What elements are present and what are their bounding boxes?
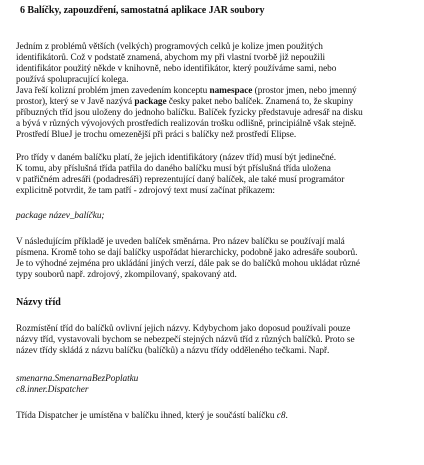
subheading-class-names: Názvy tříd bbox=[16, 297, 61, 308]
paragraph-3-line-3: Je to výhodné zejména pro ukládání jiných verzí, dále pak se do balíčků mohou ukládat různé bbox=[16, 259, 360, 269]
paragraph-1-line-9: Prostředí BlueJ je trochu omezenější při práci s balíčky než prostředí Elipse. bbox=[16, 130, 297, 140]
text-run: Java řeší kolizní problém jmen zavedením konceptu bbox=[16, 86, 210, 96]
paragraph-1-line-5 bbox=[16, 86, 357, 97]
inline-code-c8: c8 bbox=[276, 411, 286, 421]
paragraph-5 bbox=[16, 411, 288, 422]
paragraph-1-line-7: příbuzných tříd jsou uloženy do jednoho balíčku. Balíček fyzicky představuje adresář na disku bbox=[16, 108, 363, 118]
paragraph-1-line-1: Jedním z problémů větších (velkých) programových celků je kolize jmen použitých bbox=[16, 42, 323, 52]
section-title: 6 Balíčky, zapouzdření, samostatná aplikace JAR soubory bbox=[20, 5, 265, 16]
paragraph-3-line-1: V následujícím příkladě je uveden balíček směnárna. Pro název balíčku se používají malá bbox=[16, 237, 345, 247]
paragraph-4-line-3: název třídy skládá z názvu balíčku (balíčků) a názvu třídy odděleného tečkami. Např. bbox=[16, 346, 330, 356]
code-example-2: c8.inner.Dispatcher bbox=[16, 385, 89, 395]
paragraph-2-line-1: Pro třídy v daném balíčku platí, že jejich identifikátory (název tříd) musí být jedinečné. bbox=[16, 153, 337, 163]
text-run: Třída Dispatcher je umístěna v balíčku ihned, který je součástí balíčku bbox=[16, 411, 277, 421]
paragraph-1-line-2: identifikátorů. Což v podstatě znamená, abychom my při vlastní tvorbě již nepoužili bbox=[16, 53, 326, 63]
paragraph-3-line-4: typy souborů např. zdrojový, zkompilovaný, spakovaný atd. bbox=[16, 270, 237, 280]
paragraph-1-line-6 bbox=[16, 97, 353, 108]
paragraph-2-line-3: v patřičném adresáři (podadresáři) reprezentující daný balíček, ale také musí programátor bbox=[16, 175, 345, 185]
paragraph-1-line-8: a bývá v různých vývojových prostředích realizován trošku odlišně, principiálně však stejně. bbox=[16, 119, 357, 129]
keyword-namespace: namespace bbox=[209, 86, 253, 96]
paragraph-1-line-3: identifikátor použitý někde v knihovně, nebo identifikátor, který používáme sami, nebo bbox=[16, 64, 337, 74]
text-run: prostor), který se v Javě nazývá bbox=[16, 97, 135, 107]
code-package-statement: package název_balíčku; bbox=[16, 211, 105, 221]
paragraph-2-line-4: explicitně potvrdit, že tam patří - zdrojový text musí začínat příkazem: bbox=[16, 186, 275, 196]
code-example-1: smenarna.SmenarnaBezPoplatku bbox=[16, 374, 139, 384]
paragraph-2-line-2: K tomu, aby příslušná třída patřila do daného balíčku musí být příslušná třída uložena bbox=[16, 164, 331, 174]
text-run: . bbox=[285, 411, 288, 421]
keyword-package: package bbox=[134, 97, 167, 107]
paragraph-3-line-2: písmena. Kromě toho se dají balíčky uspořádat hierarchicky, podobně jako adresáře souborů. bbox=[16, 248, 358, 258]
text-run: (prostor jmen, nebo jmenný bbox=[252, 86, 357, 96]
text-run: česky paket nebo balíček. Znamená to, že skupiny bbox=[166, 97, 354, 107]
paragraph-4-line-1: Rozmístění tříd do balíčků ovlivní jejich názvy. Kdybychom jako doposud používali pouze bbox=[16, 324, 351, 334]
paragraph-4-line-2: názvy tříd, vystavovali bychom se nebezpečí stejných názvů tříd z různých balíčků. Proto se bbox=[16, 335, 355, 345]
paragraph-1-line-4: používá spolupracující kolega. bbox=[16, 75, 129, 85]
